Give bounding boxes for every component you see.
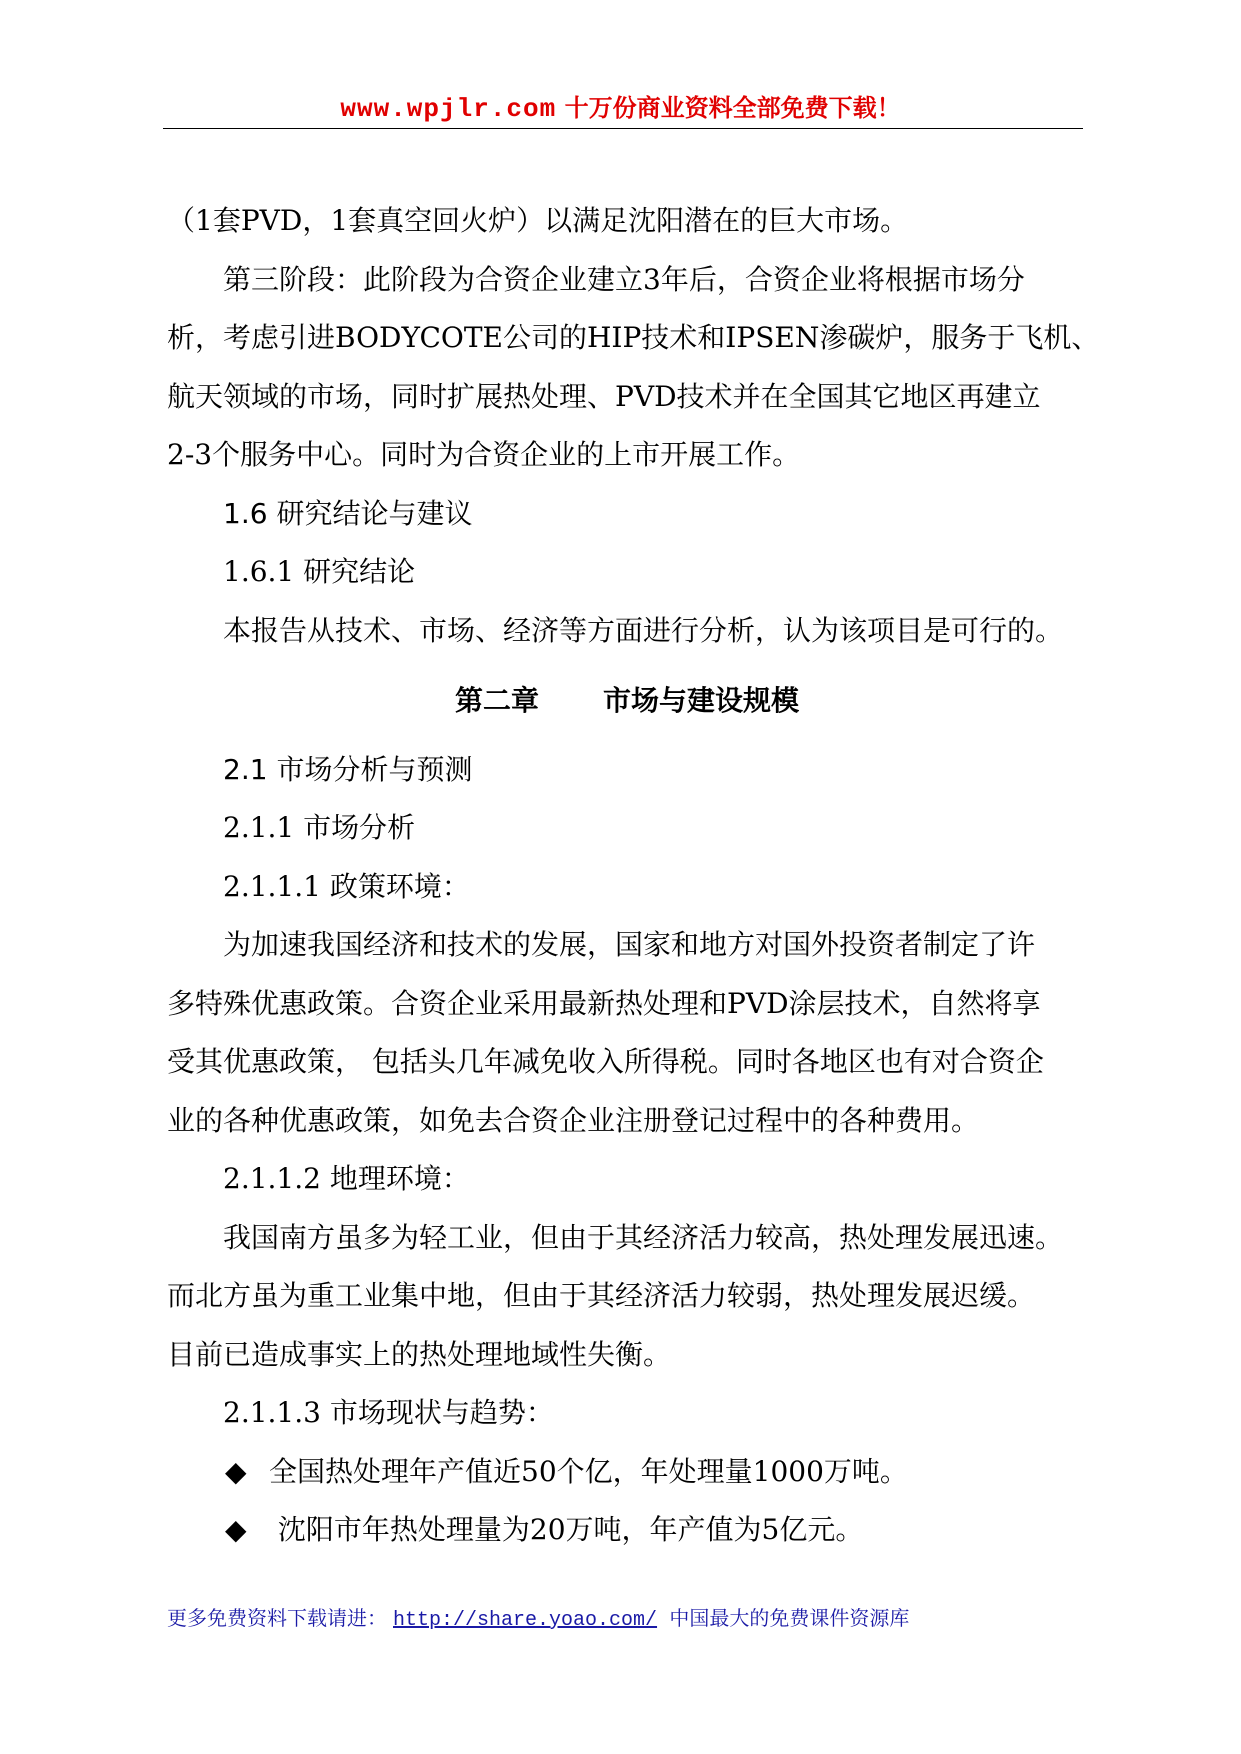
subsection-heading-2-1-1-1: 2.1.1.1 政策环境： [223,869,470,903]
chapter-title: 市场与建设规模 [603,684,800,717]
paragraph-line: （1套PVD，1套真空回火炉）以满足沈阳潜在的巨大市场。 [167,204,909,237]
footer-suffix: 中国最大的免费课件资源库 [669,1606,910,1630]
chapter-label: 第二章 [454,684,539,717]
conclusion-text: 本报告从技术、市场、经济等方面进行分析，认为该项目是可行的。 [223,613,1064,647]
paragraph-line: 析，考虑引进BODYCOTE公司的HIP技术和IPSEN渗碳炉，服务于飞机、 [167,321,1100,354]
section-title: 市场分析与预测 [276,752,473,786]
paragraph-line: 第三阶段：此阶段为合资企业建立3年后，合资企业将根据市场分 [223,262,1025,296]
section-heading-2-1 [167,741,1087,800]
header-divider [163,128,1083,129]
list-item-text: 沈阳市年热处理量为20万吨，年产值为5亿元。 [269,1513,864,1546]
paragraph-line: 多特殊优惠政策。合资企业采用最新热处理和PVD涂层技术，自然将享 [167,986,1041,1020]
document-body [167,192,1100,1560]
paragraph-line: 受其优惠政策， 包括头几年减免收入所得税。同时各地区也有对合资企 [167,1045,1044,1078]
section-number: 2.1 [223,752,268,786]
header-slogan: 十万份商业资料全部免费下载！ [564,93,901,122]
paragraph-line: 为加速我国经济和技术的发展，国家和地方对国外投资者制定了许 [223,928,1036,961]
page-header [0,88,1241,124]
subsection-heading-2-1-1: 2.1.1 市场分析 [223,811,416,844]
chapter-heading [167,672,1087,731]
list-item-text: 全国热处理年产值近50个亿，年处理量1000万吨。 [269,1454,908,1488]
footer-prefix: 更多免费资料下载请进： [167,1606,387,1630]
paragraph-line: 目前已造成事实上的热处理地域性失衡。 [167,1337,672,1371]
section-number: 1.6 [223,496,268,530]
header-site-link[interactable]: www.wpjlr.com [340,94,557,124]
list-item [167,1443,1087,1502]
subsection-heading-1-6-1: 1.6.1 研究结论 [223,555,416,588]
subsection-heading-2-1-1-2: 2.1.1.2 地理环境： [223,1162,470,1195]
section-heading-1-6 [167,485,1087,544]
diamond-bullet-icon: ◆ [225,1513,247,1546]
paragraph-line: 业的各种优惠政策，如免去合资企业注册登记过程中的各种费用。 [167,1103,980,1137]
subsection-heading-2-1-1-3: 2.1.1.3 市场现状与趋势： [223,1396,554,1429]
list-item [167,1501,1087,1560]
paragraph-line: 航天领域的市场，同时扩展热处理、PVD技术并在全国其它地区再建立 [167,379,1041,413]
paragraph-line: 我国南方虽多为轻工业，但由于其经济活力较高，热处理发展迅速。 [223,1220,1064,1254]
section-title: 研究结论与建议 [276,496,473,530]
footer-link[interactable]: http://share.yoao.com/ [393,1609,658,1632]
page-footer [167,1602,909,1632]
diamond-bullet-icon: ◆ [225,1454,247,1488]
paragraph-line: 而北方虽为重工业集中地，但由于其经济活力较弱，热处理发展迟缓。 [167,1279,1036,1312]
paragraph-line: 2-3个服务中心。同时为合资企业的上市开展工作。 [167,438,801,471]
